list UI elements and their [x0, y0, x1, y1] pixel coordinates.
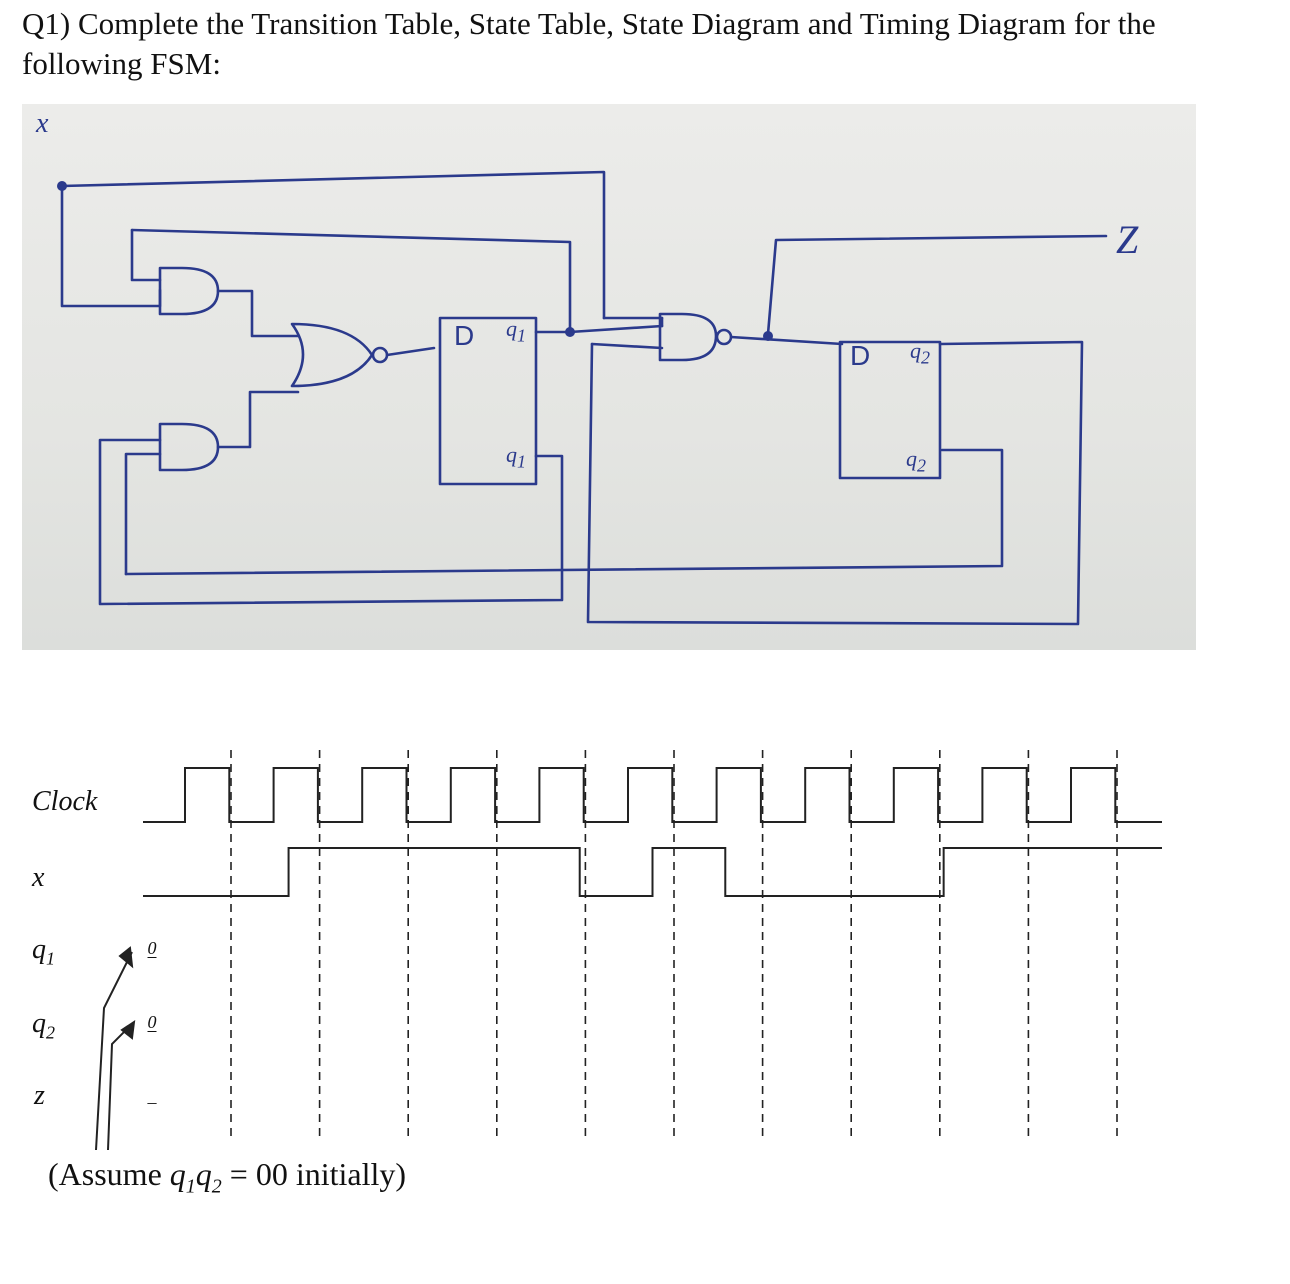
circuit-photo: [22, 104, 1196, 650]
and-gate-1: [160, 268, 218, 314]
question-text: Q1) Complete the Transition Table, State Table, State Diagram and Timing Diagram for the following FSM:: [22, 6, 1156, 81]
input-x-label: x: [36, 108, 49, 139]
nand-gate: [660, 314, 716, 360]
ff2-qbar-label: $q_2$: [906, 446, 926, 476]
clock-signal-line: [143, 768, 1162, 822]
signal-label-q1: $q_1$: [32, 934, 55, 969]
signal-label-q2: $q_2$: [32, 1008, 55, 1043]
timing-diagram: [0, 680, 1290, 1160]
assume-arrows: [96, 948, 134, 1150]
signal-label-clock: Clock: [32, 786, 98, 817]
output-z-label: Z: [1116, 217, 1139, 262]
ff1-qbar-label: $q_1$: [506, 442, 526, 472]
output-z-wire: [768, 236, 1106, 334]
x-signal-line: [143, 848, 1162, 896]
and-gate-2: [160, 424, 218, 470]
ff1-q-label: $q_1$: [506, 316, 526, 346]
clock-edge-guides: [231, 750, 1117, 1138]
q2-initial-value: 0: [147, 1012, 157, 1032]
ff1-d-label: D: [454, 320, 475, 351]
signal-label-x: x: [32, 862, 45, 893]
ff2-q-label: $q_2$: [910, 338, 930, 368]
x-bus-wire: [62, 172, 604, 318]
clock-waveform: [143, 768, 1162, 822]
ff2-d-label: D: [850, 340, 871, 371]
nor-gate: [292, 324, 372, 386]
q1-initial-value: 0: [147, 938, 157, 958]
input-x-wire: [62, 186, 160, 306]
x-waveform: [143, 848, 1162, 896]
assume-note: (Assume $q_1q_2 = 00$ initially): [48, 1156, 407, 1198]
signal-label-z: z: [34, 1080, 45, 1111]
circuit-diagram: [22, 104, 1196, 650]
z-initial-value: –: [147, 1092, 157, 1112]
